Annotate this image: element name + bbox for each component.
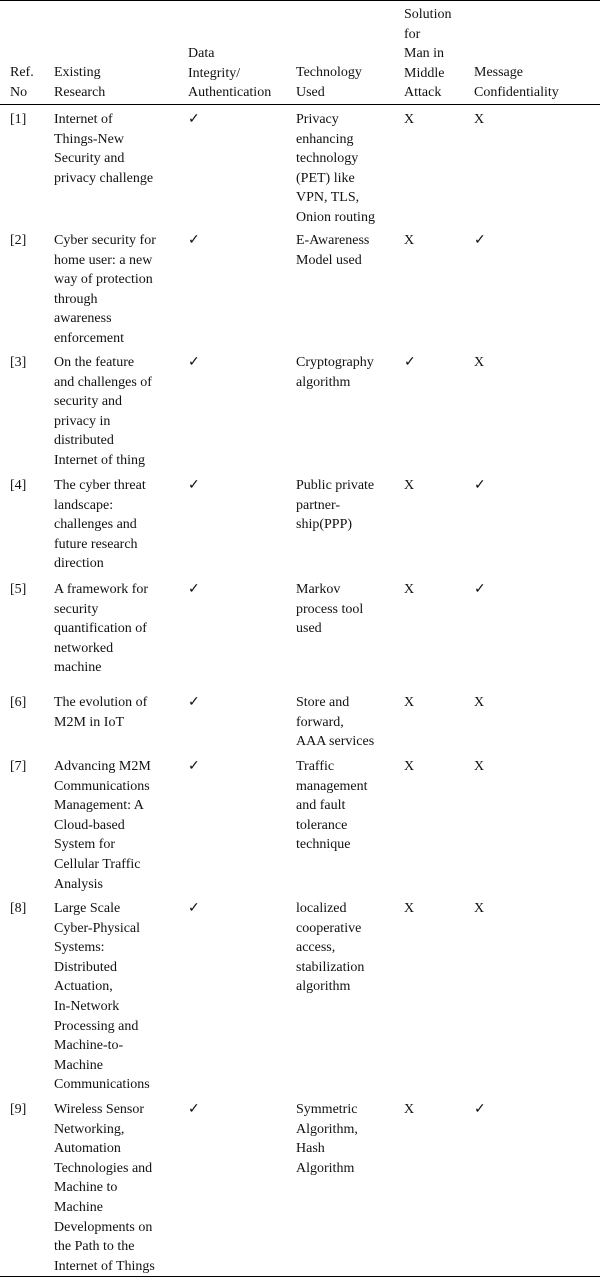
row-technology: Symmetric Algorithm, Hash Algorithm xyxy=(296,1102,358,1176)
row-research: Cyber security for home user: a new way of protection through awareness enforcement xyxy=(54,233,156,346)
row-research: The cyber threat landscape: challenges and future research direction xyxy=(54,478,146,572)
row-ref: [1] xyxy=(10,112,27,127)
table-header-rule xyxy=(0,104,600,105)
row-mitm: X xyxy=(404,233,415,248)
row-ref: [3] xyxy=(10,355,27,370)
row-research: The evolution of M2M in IoT xyxy=(54,695,148,730)
header-ref-no: Ref. No xyxy=(10,65,34,100)
row-research: On the feature and challenges of security and privacy in distributed Internet of thing xyxy=(54,355,152,468)
table-top-rule xyxy=(0,0,600,1)
row-research: Wireless Sensor Networking, Automation Technologies and Machine to Machine Developments on the Path to the Internet of Things xyxy=(54,1102,155,1274)
table-bottom-rule xyxy=(0,1276,600,1277)
row-technology: Traffic management and fault tolerance technique xyxy=(296,759,368,853)
row-technology: Privacy enhancing technology (PET) like VPN, TLS, Onion routing xyxy=(296,112,375,225)
row-ref: [6] xyxy=(10,695,27,710)
row-ref: [7] xyxy=(10,759,27,774)
row-ref: [8] xyxy=(10,901,27,916)
row-confidentiality: X xyxy=(474,695,485,710)
row-integrity-check: ✓ xyxy=(188,759,200,774)
row-mitm: X xyxy=(404,112,415,127)
row-technology: Public private partner- ship(PPP) xyxy=(296,478,375,533)
row-mitm: X xyxy=(404,582,415,597)
row-research: Internet of Things-New Security and privacy challenge xyxy=(54,112,154,186)
row-technology: E-Awareness Model used xyxy=(296,233,370,268)
row-confidentiality: X xyxy=(474,759,485,774)
row-research: Large Scale Cyber-Physical Systems: Distributed Actuation, In-Network Processing and Machine-to- Machine Communications xyxy=(54,901,150,1093)
row-ref: [9] xyxy=(10,1102,27,1117)
row-technology: Store and forward, AAA services xyxy=(296,695,375,750)
row-technology: Markov process tool used xyxy=(296,582,364,637)
row-integrity-check: ✓ xyxy=(188,355,200,370)
row-confidentiality: X xyxy=(474,355,485,370)
row-integrity-check: ✓ xyxy=(188,695,200,710)
row-ref: [4] xyxy=(10,478,27,493)
row-mitm: X xyxy=(404,695,415,710)
row-integrity-check: ✓ xyxy=(188,1102,200,1117)
row-mitm: X xyxy=(404,478,415,493)
row-technology: Cryptography algorithm xyxy=(296,355,374,390)
header-message-confidentiality: Message Confidentiality xyxy=(474,65,559,100)
row-integrity-check: ✓ xyxy=(188,112,200,127)
row-integrity-check: ✓ xyxy=(188,233,200,248)
row-mitm: X xyxy=(404,901,415,916)
row-integrity-check: ✓ xyxy=(188,478,200,493)
row-mitm: X xyxy=(404,1102,415,1117)
header-technology-used: Technology Used xyxy=(296,65,362,100)
header-mitm-solution: Solution for Man in Middle Attack xyxy=(404,7,452,101)
header-data-integrity: Data Integrity/ Authentication xyxy=(188,46,272,101)
row-confidentiality: ✓ xyxy=(474,582,486,597)
row-ref: [2] xyxy=(10,233,27,248)
row-confidentiality: ✓ xyxy=(474,1102,486,1117)
row-research: Advancing M2M Communications Management: A Cloud-based System for Cellular Traffic Analysis xyxy=(54,759,151,892)
row-mitm: X xyxy=(404,759,415,774)
row-confidentiality: ✓ xyxy=(474,478,486,493)
row-integrity-check: ✓ xyxy=(188,901,200,916)
row-confidentiality: X xyxy=(474,901,485,916)
row-research: A framework for security quantification of networked machine xyxy=(54,582,149,676)
row-confidentiality: ✓ xyxy=(474,233,486,248)
header-existing-research: Existing Research xyxy=(54,65,106,100)
row-ref: [5] xyxy=(10,582,27,597)
row-confidentiality: X xyxy=(474,112,485,127)
row-integrity-check: ✓ xyxy=(188,582,200,597)
row-mitm: ✓ xyxy=(404,355,416,370)
row-technology: localized cooperative access, stabilization algorithm xyxy=(296,901,365,995)
